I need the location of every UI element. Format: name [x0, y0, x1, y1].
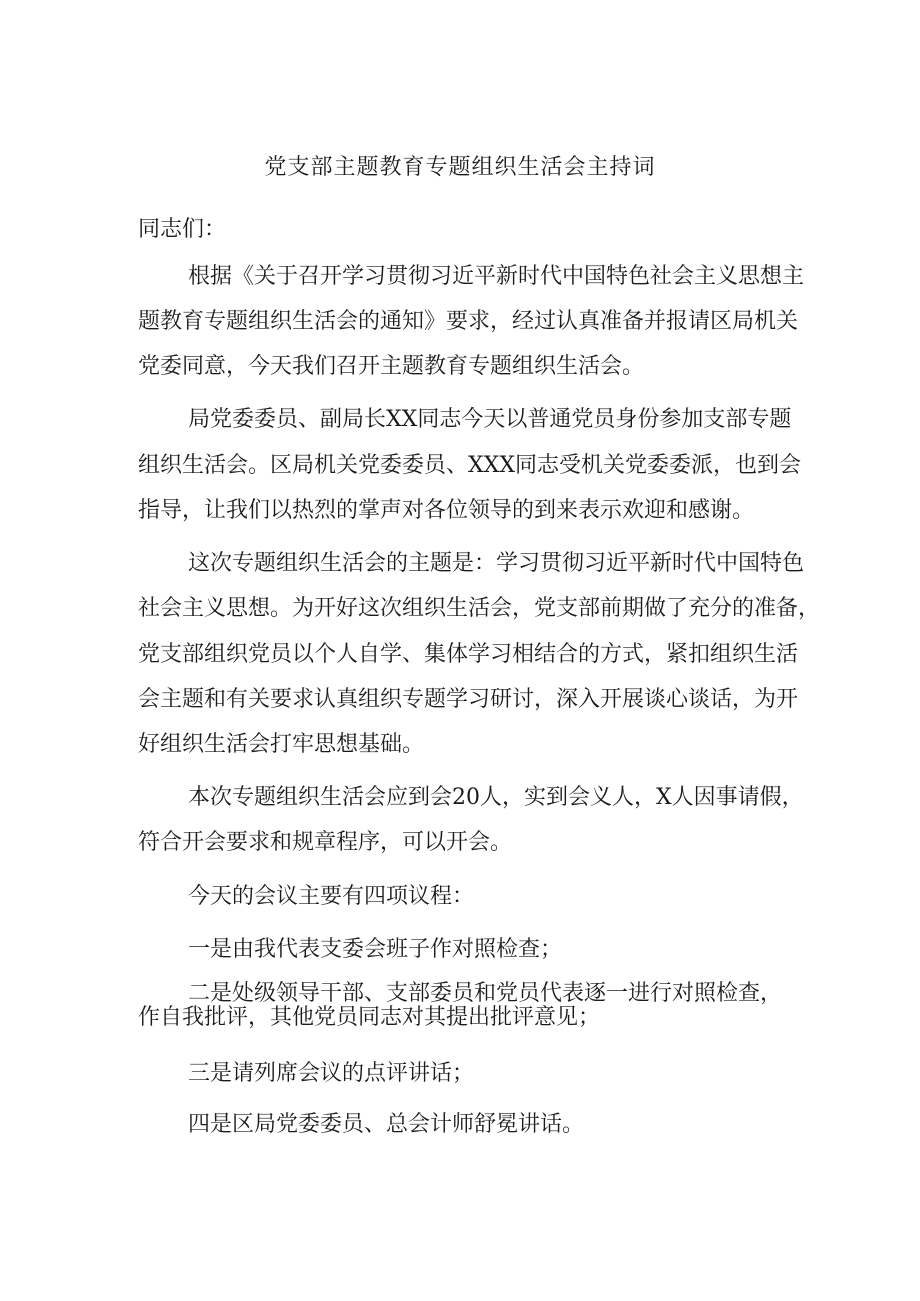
agenda-item-3: 三是请列席会议的点评讲话； [188, 1061, 475, 1086]
text-line: 社会主义思想。为开好这次组织生活会，党支部前期做了充分的准备， [138, 596, 821, 621]
document-title: 党支部主题教育专题组织生活会主持词 [264, 155, 656, 180]
text-line: 作自我批评，其他党员同志对其提出批评意见； [138, 1005, 601, 1030]
agenda-intro: 今天的会议主要有四项议程： [188, 884, 475, 909]
text-line: 好组织生活会打牢思想基础。 [138, 732, 425, 757]
text-line: 会主题和有关要求认真组织专题学习研讨，深入开展谈心谈话，为开 [138, 687, 799, 712]
salutation: 同志们： [138, 217, 227, 242]
text-line: 二是处级领导干部、支部委员和党员代表逐一进行对照检查， [188, 981, 783, 1006]
text-line: 符合开会要求和规章程序，可以开会。 [138, 830, 513, 855]
text-line: 指导，让我们以热烈的掌声对各位领导的到来表示欢迎和感谢。 [138, 498, 755, 523]
text-line: 这次专题组织生活会的主题是：学习贯彻习近平新时代中国特色 [188, 551, 805, 576]
agenda-item-4: 四是区局党委委员、总会计师舒冕讲话。 [188, 1112, 585, 1137]
text-line: 根据《关于召开学习贯彻习近平新时代中国特色社会主义思想主 [188, 264, 805, 289]
text-line: 党支部组织党员以个人自学、集体学习相结合的方式，紧扣组织生活 [138, 642, 799, 667]
text-line: 题教育专题组织生活会的通知》要求，经过认真准备并报请区局机关 [138, 309, 799, 334]
text-line: 局党委委员、副局长XX同志今天以普通党员身份参加支部专题 [188, 407, 792, 432]
agenda-item-1: 一是由我代表支委会班子作对照检查； [188, 937, 563, 962]
text-line: 组织生活会。区局机关党委委员、XXX同志受机关党委委派，也到会 [138, 453, 801, 478]
text-line: 本次专题组织生活会应到会20人，实到会义人，X人因事请假， [188, 785, 804, 810]
text-line: 党委同意，今天我们召开主题教育专题组织生活会。 [138, 354, 645, 379]
